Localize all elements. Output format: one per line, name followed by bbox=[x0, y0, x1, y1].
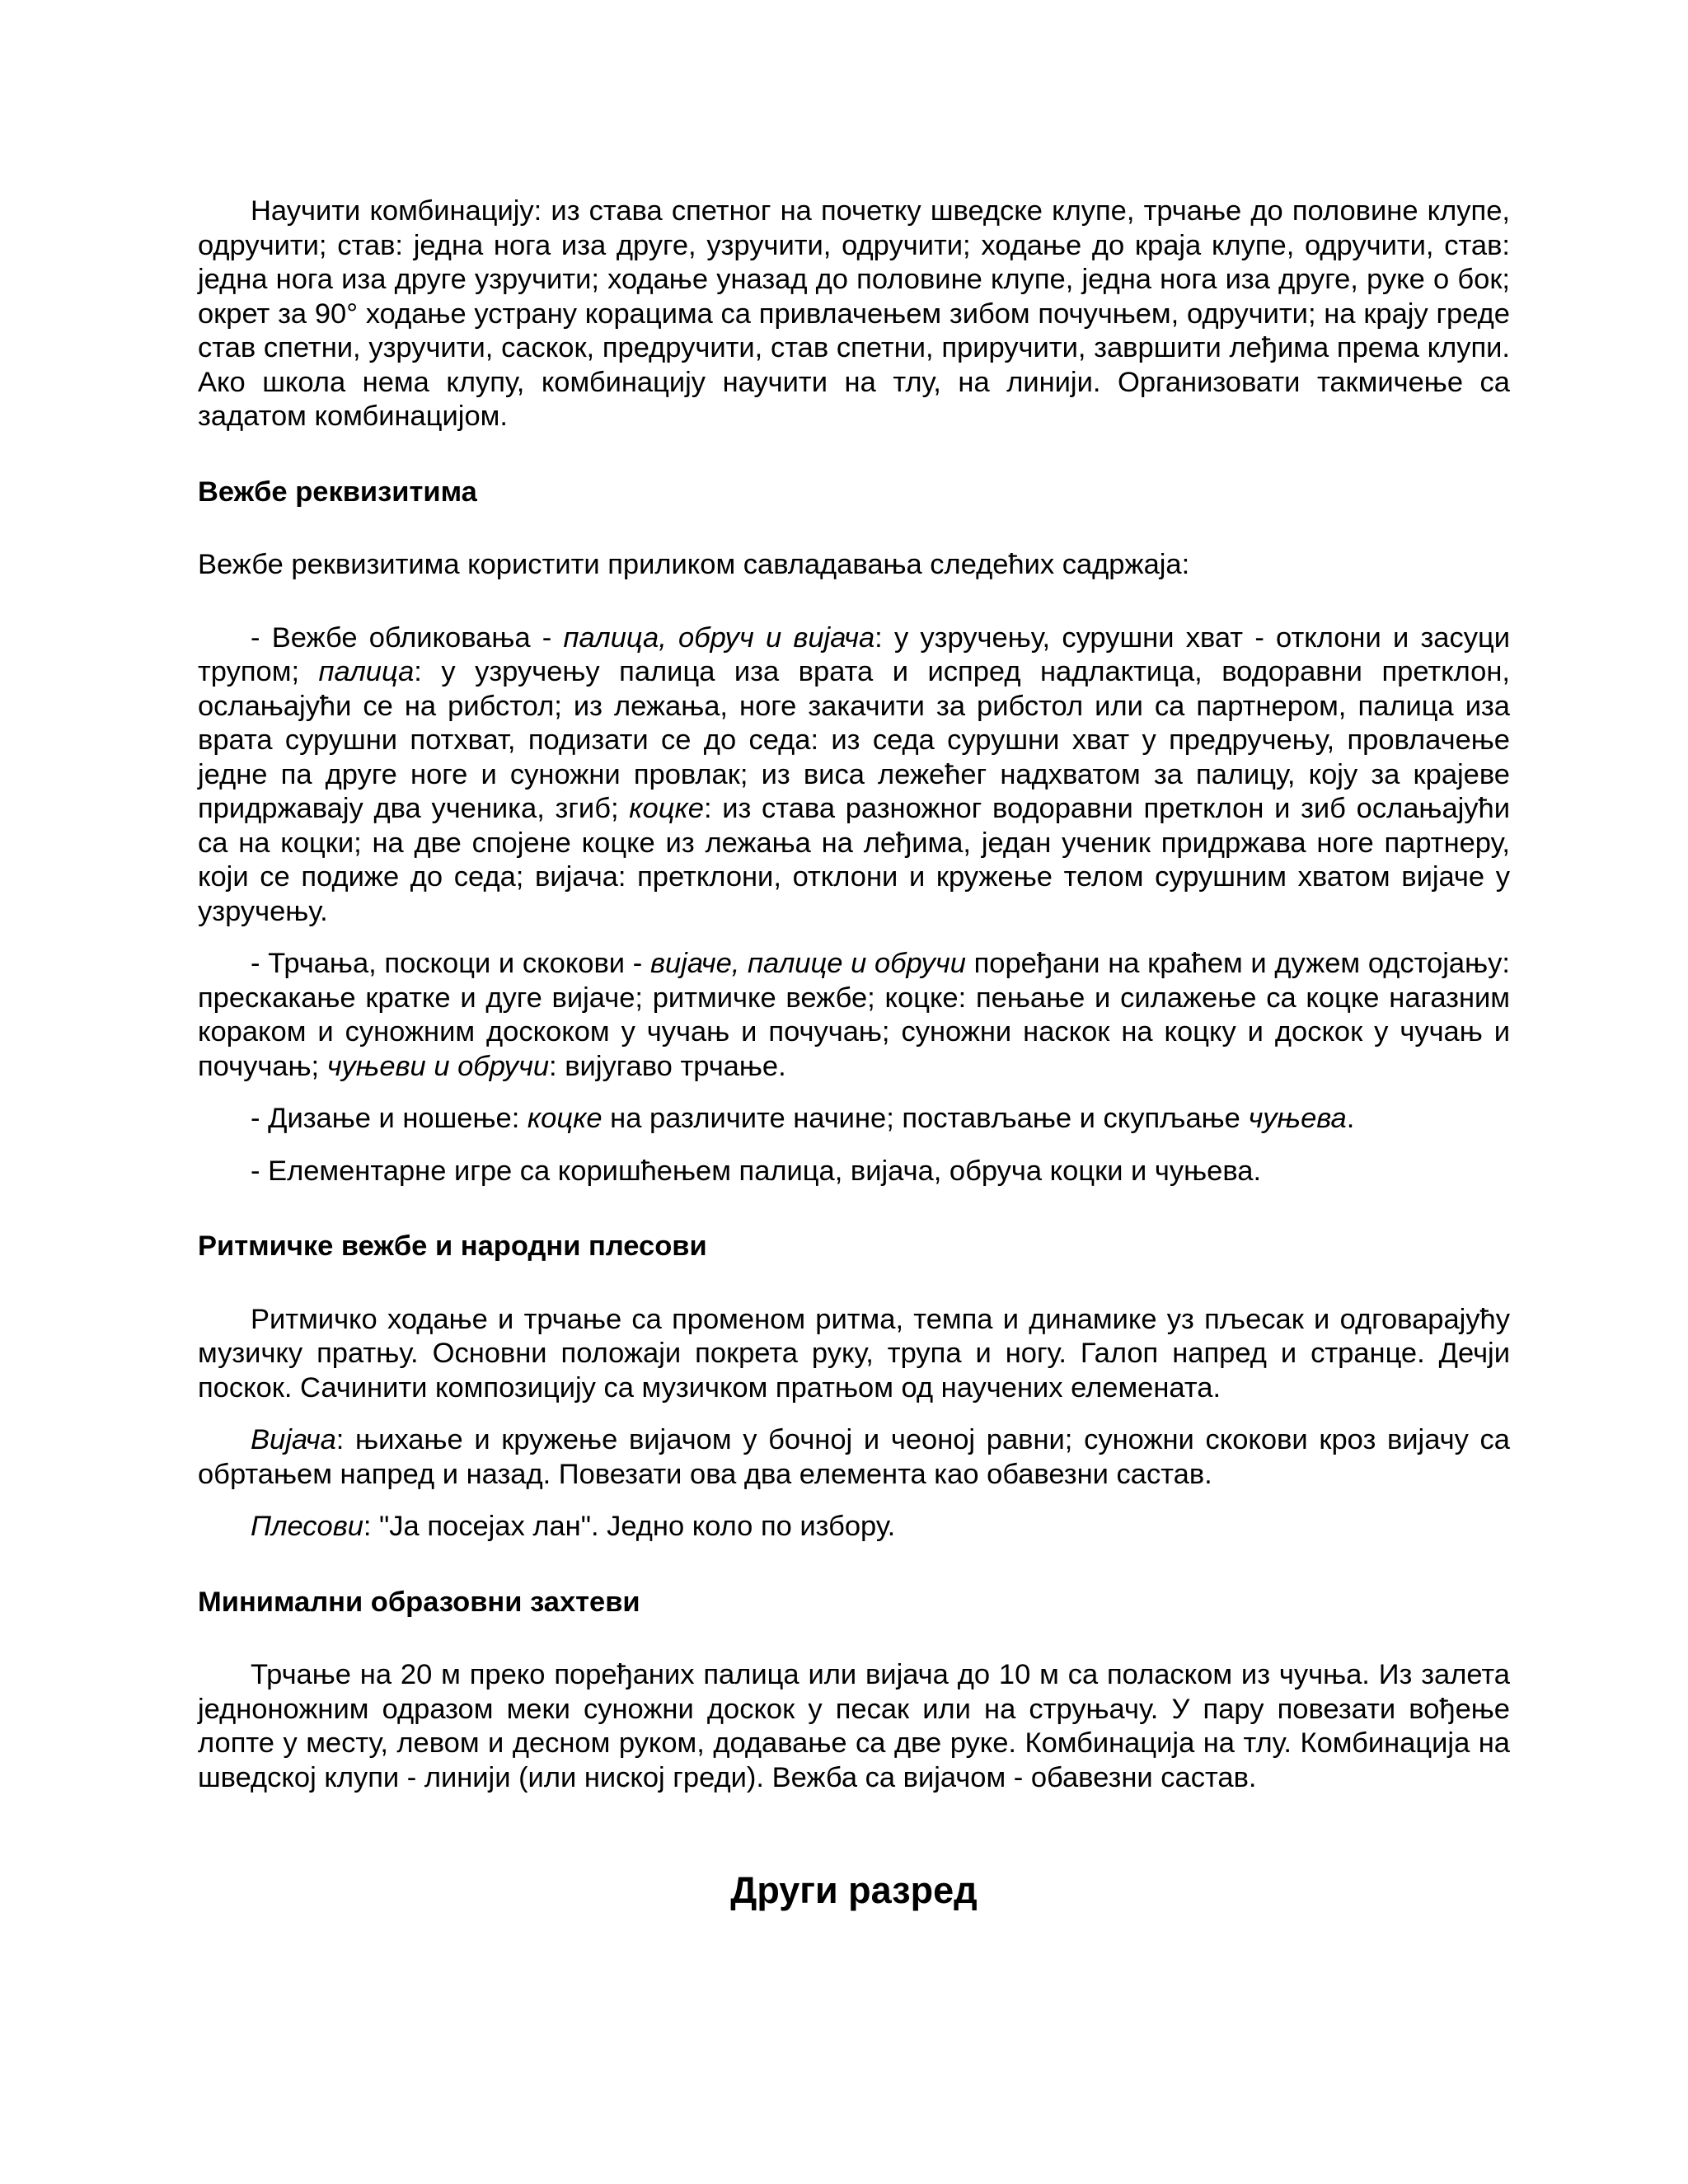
emphasis-term: чуњеви и обручи bbox=[326, 1050, 550, 1082]
item-text: : из става разножног водоравни претклон и зиб ослањајући са на коцки; на две спојене коцке из лежања на леђима, један ученик придржава ноге партнеру, који се подиже до седа; вијача: претклони, отклони и кружење телом сурушним хватом вијаче у узручењу. bbox=[198, 793, 1511, 927]
props-item-lifting bbox=[198, 1102, 1510, 1137]
item-text: на различите начине; постављање и скупљање bbox=[602, 1103, 1249, 1134]
emphasis-term: Плесови bbox=[251, 1511, 363, 1542]
item-text: поређани на краћем и дужем одстојању: прескакање кратке и дуге вијаче; ритмичке вежбе; коцке: пењање и силажење са коцке нагазним кораком и суножним доскоком у чучањ и почучањ; суножни наскок на коцку и доскок у чучањ и почучањ; bbox=[198, 948, 1510, 1082]
emphasis-term: чуњева bbox=[1248, 1103, 1347, 1134]
section-heading-rhythm: Ритмичке вежбе и народни плесови bbox=[198, 1230, 707, 1262]
props-intro-paragraph: Вежбе реквизитима користити приликом савладавања следећих садржаја: bbox=[198, 549, 1190, 580]
rhythm-paragraph-dances bbox=[198, 1510, 1510, 1544]
emphasis-term: коцке bbox=[629, 793, 704, 824]
section-heading-props: Вежбе реквизитима bbox=[198, 476, 477, 508]
rhythm-paragraph-rope bbox=[198, 1423, 1510, 1492]
rhythm-paragraph-walking: Ритмичко ходање и трчање са променом ритма, темпа и динамике уз пљесак и одговарајућу музичку пратњу. Основни положаји покрета руку, трупа и ногу. Галоп напред и странце. Дечји поскок. Сачинити композицију са музичком пратњом од научених елемената. bbox=[198, 1303, 1510, 1404]
emphasis-term: палица bbox=[318, 656, 415, 687]
intro-paragraph: Научити комбинацију: из става спетног на почетку шведске клупе, трчање до половине клупе, одручити; став: једна нога иза друге, узручити, одручити; ходање до краја клупе, одручити, став: једна нога иза друге узручити; ходање уназад до половине клупе, једна нога иза друге, руке о бок; окрет за 90° ходање устрану корацима са привлачењем зибом почучњем, одручити; на крају греде став спетни, узручити, саскок, предручити, став спетни, приручити, завршити леђима према клупи. Ако школа нема клупу, комбинацију научити на тлу, на линији. Организовати такмичење са задатом комбинацијом. bbox=[198, 195, 1510, 432]
emphasis-term: вијаче, палице и обручи bbox=[649, 948, 966, 979]
props-item-running bbox=[198, 947, 1510, 1084]
section-heading-minimum: Минимални образовни захтеви bbox=[198, 1586, 640, 1618]
minimum-paragraph: Трчање на 20 м преко поређаних палица или вијача до 10 м са поласком из чучња. Из залета једноножним одразом меки суножни доскок у песак или на струњачу. У пару повезати вођење лопте у месту, левом и десном руком, додавање са две руке. Комбинација на тлу. Комбинација на шведској клупи - линији (или ниској греди). Вежба са вијачом - обавезни састав. bbox=[198, 1659, 1510, 1793]
item-lead: - Дизање и ношење: bbox=[251, 1103, 528, 1134]
document-page bbox=[198, 194, 1510, 1912]
item-text: : у узручењу палица иза врата и испред надлактица, водоравни претклон, ослањајући се на рибстол; из лежања, ноге закачити за рибстол или са партнером, палица иза врата сурушни потхват, подизати се до седа: из седа сурушни хват у предручењу, провлачење једне па друге ноге и суножни провлак; из виса лежећег надхватом за палицу, коју за крајеве придржавају два ученика, згиб; bbox=[198, 656, 1510, 824]
emphasis-term: коцке bbox=[527, 1103, 603, 1134]
props-item-shaping bbox=[198, 621, 1510, 930]
item-text: : у узручењу, сурушни хват - отклони и засуци трупом; bbox=[198, 621, 1510, 687]
props-item-games: - Елементарне игре са коришћењем палица, вијача, обруча коцки и чуњева. bbox=[251, 1155, 1262, 1187]
grade-title: Други разред bbox=[730, 1869, 978, 1911]
item-lead: - Трчања, поскоци и скокови - bbox=[251, 948, 650, 979]
emphasis-term: Вијача bbox=[251, 1424, 336, 1455]
item-text: : "Ја посејах лан". Једно коло по избору. bbox=[363, 1511, 896, 1542]
item-text: : вијугаво трчање. bbox=[549, 1050, 786, 1082]
item-lead: - Вежбе обликовања - bbox=[251, 621, 564, 654]
item-text: : њихање и кружење вијачом у бочној и чеоној равни; суножни скокови кроз вијачу са обртањем напред и назад. Повезати ова два елемента као обавезни састав. bbox=[198, 1424, 1510, 1490]
emphasis-term: палица, обруч и вијача bbox=[563, 621, 875, 654]
item-text: . bbox=[1346, 1103, 1355, 1134]
